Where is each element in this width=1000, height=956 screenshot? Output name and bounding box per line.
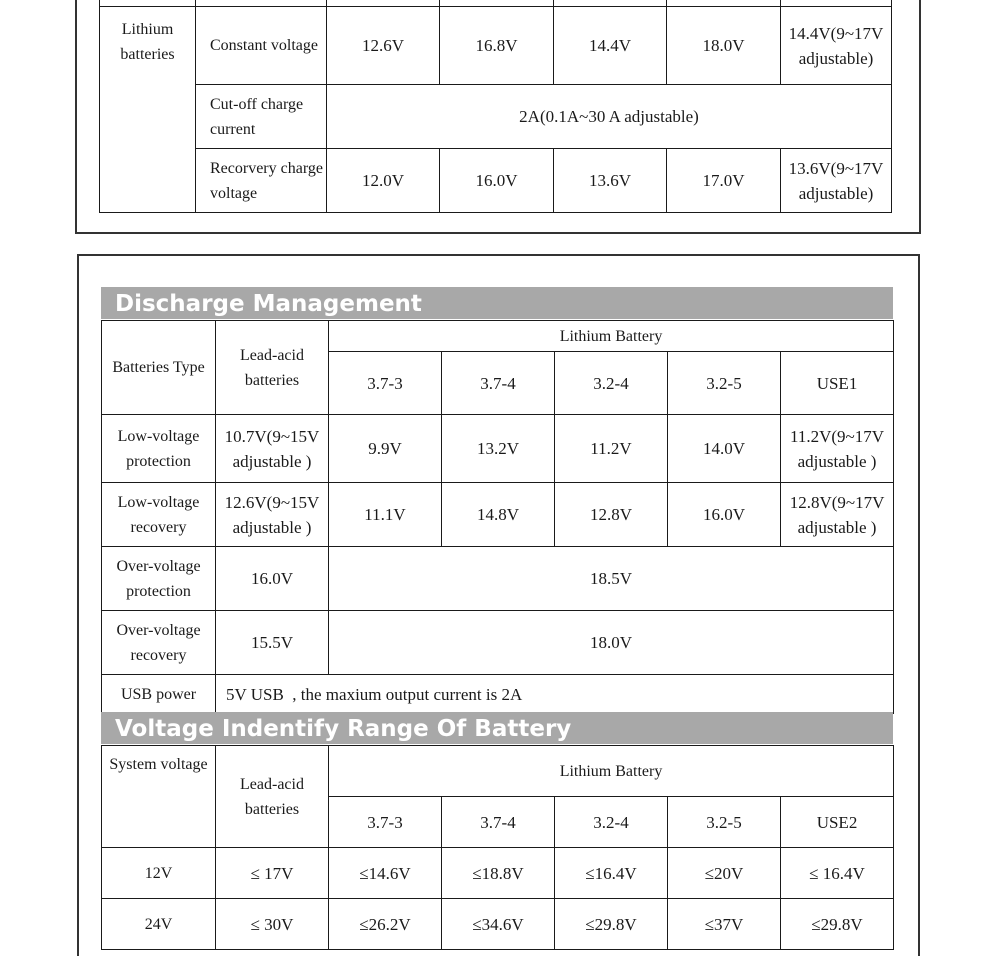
lead-acid-header: Lead-acid batteries (216, 746, 329, 848)
cutoff-current-value: 2A(0.1A~30 A adjustable) (327, 85, 892, 149)
table-cell: ≤20V (668, 848, 781, 899)
table-cell-merged: 18.0V (329, 611, 894, 675)
lithium-type-header: 3.2-4 (555, 797, 668, 848)
constant-voltage-label: Constant voltage (196, 7, 327, 85)
table-cell: 12.6V(9~15V adjustable ) (216, 483, 329, 547)
lithium-type-header: 3.7-3 (329, 352, 442, 415)
table-cell: 16.0V (216, 547, 329, 611)
row-label-usb-power: USB power (102, 675, 216, 714)
table-cell: 11.1V (329, 483, 442, 547)
row-label-low-voltage-protection: Low-voltage protection (102, 415, 216, 483)
system-voltage-header: System voltage (102, 746, 216, 848)
table-cell: ≤16.4V (555, 848, 668, 899)
row-label-over-voltage-protection: Over-voltage protection (102, 547, 216, 611)
system-voltage-12v: 12V (102, 848, 216, 899)
table-cell-merged: 18.5V (329, 547, 894, 611)
table-cell: 13.6V(9~17V adjustable) (781, 149, 892, 213)
discharge-management-title: Discharge Management (101, 287, 893, 319)
lithium-battery-header: Lithium Battery (329, 321, 894, 352)
table-cell: ≤29.8V (555, 899, 668, 950)
lithium-type-header: 3.2-5 (668, 352, 781, 415)
table-cell: 15.5V (216, 611, 329, 675)
table-cell: ≤ 30V (216, 899, 329, 950)
lithium-batteries-group-label: Lithium batteries (100, 7, 196, 213)
table-cell: 16.0V (440, 149, 554, 213)
table-cell: 17.0V (667, 149, 781, 213)
lithium-type-header: 3.2-5 (668, 797, 781, 848)
table-cell: 10.7V(9~15V adjustable ) (216, 415, 329, 483)
lithium-type-header: 3.7-3 (329, 797, 442, 848)
usb-power-value: 5V USB , the maxium output current is 2A (216, 675, 894, 714)
lithium-type-header: USE1 (781, 352, 894, 415)
table-cell: 14.4V (554, 7, 667, 85)
lithium-type-header: 3.7-4 (442, 797, 555, 848)
row-label-low-voltage-recovery: Low-voltage recovery (102, 483, 216, 547)
table-cell: ≤18.8V (442, 848, 555, 899)
table-cell: 18.0V (667, 7, 781, 85)
recovery-voltage-label: Recorvery charge voltage (196, 149, 327, 213)
table-cell: 16.8V (440, 7, 554, 85)
table-cell: ≤ 16.4V (781, 848, 894, 899)
table-cell: ≤ 17V (216, 848, 329, 899)
table-cell: 12.6V (327, 7, 440, 85)
table-cell: 12.0V (327, 149, 440, 213)
lithium-type-header: 3.2-4 (555, 352, 668, 415)
table-cell: ≤14.6V (329, 848, 442, 899)
table-cell: 11.2V (555, 415, 668, 483)
table-cell: ≤37V (668, 899, 781, 950)
table-cell: 11.2V(9~17V adjustable ) (781, 415, 894, 483)
lithium-battery-header: Lithium Battery (329, 746, 894, 797)
table-cell: 14.0V (668, 415, 781, 483)
lithium-type-header: 3.7-4 (442, 352, 555, 415)
table-cell: ≤34.6V (442, 899, 555, 950)
table-cell: 13.6V (554, 149, 667, 213)
voltage-range-table (101, 745, 894, 950)
table-cell: 13.2V (442, 415, 555, 483)
table-cell: 16.0V (668, 483, 781, 547)
table-cell: 14.8V (442, 483, 555, 547)
cutoff-current-label: Cut-off charge current (196, 85, 327, 149)
discharge-table (101, 320, 894, 714)
row-label-over-voltage-recovery: Over-voltage recovery (102, 611, 216, 675)
system-voltage-24v: 24V (102, 899, 216, 950)
table-cell: 14.4V(9~17V adjustable) (781, 7, 892, 85)
table-cell: 9.9V (329, 415, 442, 483)
voltage-range-title: Voltage Indentify Range Of Battery (101, 712, 893, 744)
batteries-type-header: Batteries Type (102, 321, 216, 415)
table-cell: 12.8V (555, 483, 668, 547)
lithium-type-header: USE2 (781, 797, 894, 848)
table-cell: 12.8V(9~17V adjustable ) (781, 483, 894, 547)
charge-table-fragment (99, 0, 892, 213)
table-cell: ≤26.2V (329, 899, 442, 950)
lead-acid-header: Lead-acid batteries (216, 321, 329, 415)
table-cell: ≤29.8V (781, 899, 894, 950)
